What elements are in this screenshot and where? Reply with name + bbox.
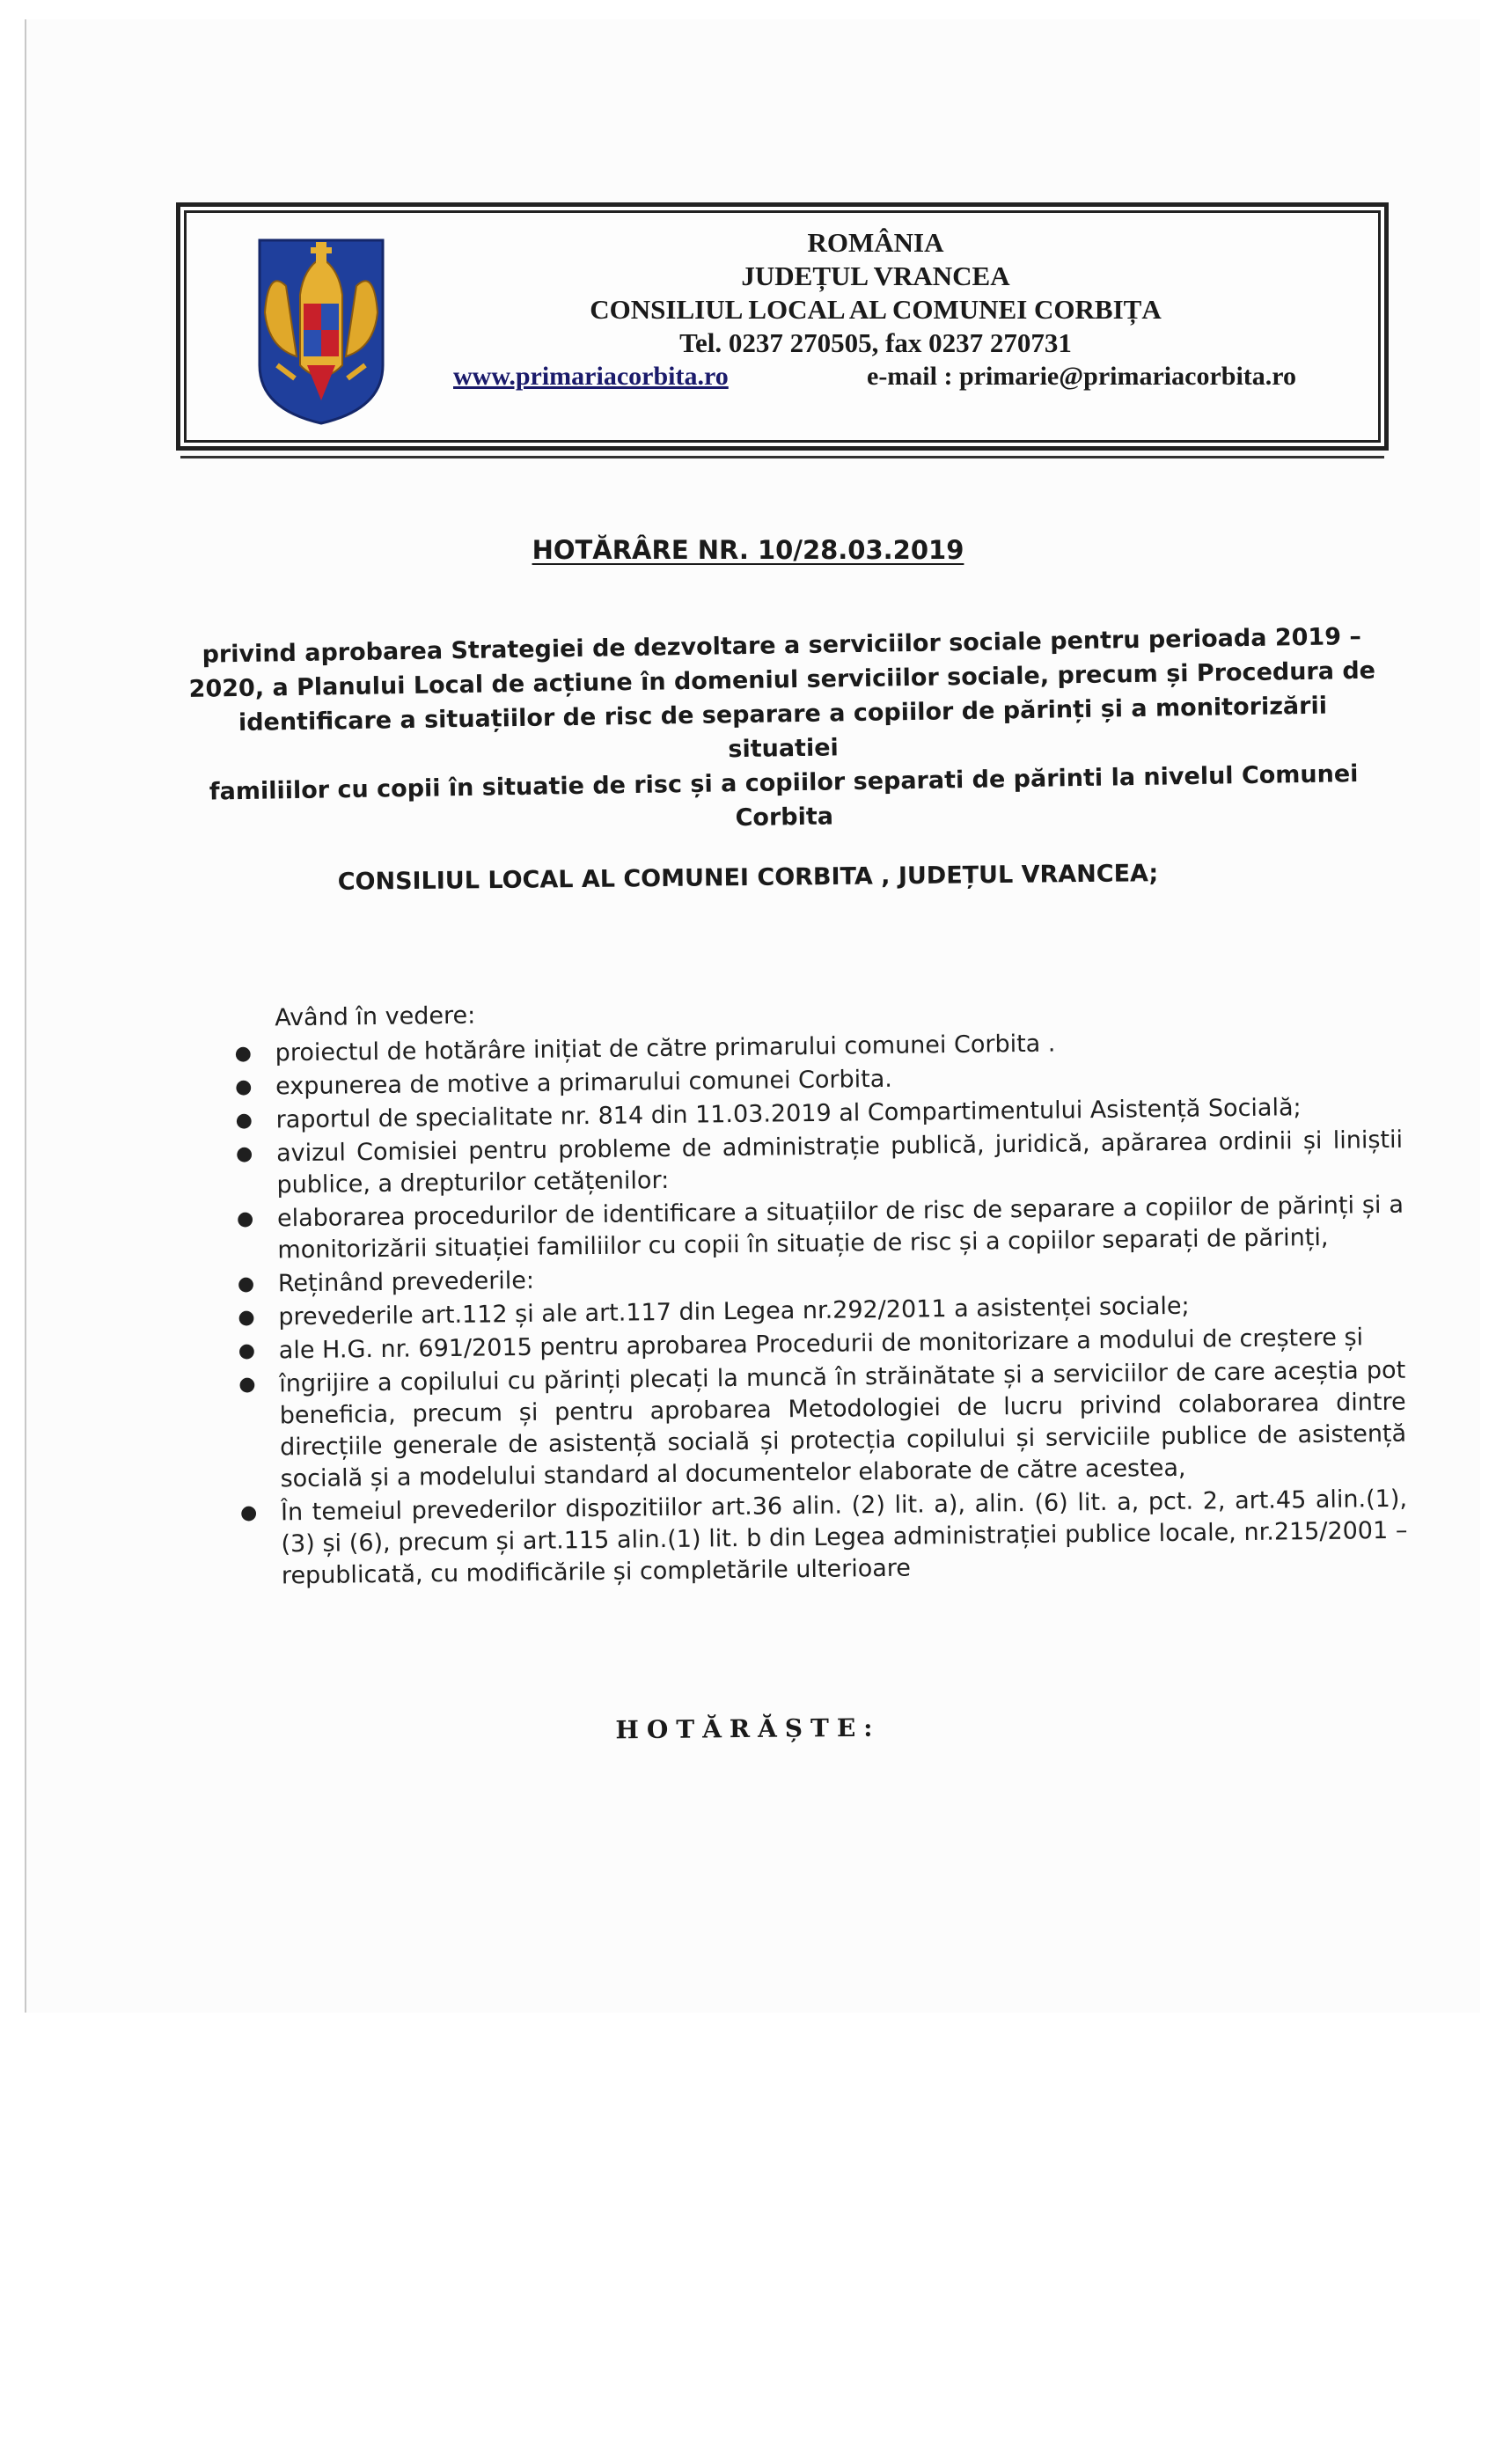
list-item: ● îngrijire a copilului cu părinți plecați la muncă în străinătate și a serviciilor de care aceștia pot beneficia, precum și pentru aprobarea Metodologiei de lucru privind colaborarea dintre direcțiile generale de asistență socială și protecția copilului și serviciile publice de asistență socială și a modelului standard al documentelor elaborate de către acestea, <box>238 1356 1407 1493</box>
country-name: ROMÂNIA <box>807 227 944 258</box>
list-item: ● prevederile art.112 și ale art.117 din Legea nr.292/2011 a asistenței sociale; <box>234 1288 1404 1334</box>
subject-line: privind aprobarea Strategiei de dezvoltare a serviciilor sociale pentru perioada 2019 – <box>202 622 1362 669</box>
email-address: e-mail : primarie@primariacorbita.ro <box>867 362 1297 391</box>
list-item: ● În temeiul prevederilor dispozitiilor art.36 alin. (2) lit. a), alin. (6) lit. a, pct. 2, art.45 alin.(1), (3) și (6), precum și art.115 alin.(1) lit. b din Legea administrației publice locale, nr.215/2001 – republicată, cu modificările și completările ulterioare <box>239 1485 1408 1590</box>
bullet-icon: ● <box>238 1373 256 1396</box>
subject-line: familiilor cu copii în situatie de risc și a copiilor separati de părinti la nivelul Comunei <box>209 760 1359 806</box>
decision-subject <box>183 620 1383 844</box>
bullet-icon: ● <box>235 1109 253 1132</box>
council-heading: CONSILIUL LOCAL AL COMUNEI CORBITA , JUDEȚUL VRANCEA; <box>337 860 1159 896</box>
subject-line: 2020, a Planului Local de acțiune în domeniul serviciilor sociale, precum și Procedura de <box>188 656 1376 703</box>
decision-title: HOTĂRÂRE NR. 10/28.03.2019 <box>532 535 964 565</box>
subject-line: Corbita <box>735 803 834 832</box>
bullet-icon: ● <box>235 1142 253 1165</box>
considerations-list <box>231 1024 1408 1593</box>
romania-coat-of-arms-icon <box>251 233 392 427</box>
phone-fax: Tel. 0237 270505, fax 0237 270731 <box>679 327 1072 358</box>
bullet-icon: ● <box>236 1207 254 1230</box>
contact-row <box>453 362 1368 397</box>
list-item: ● Reținând prevederile: <box>234 1255 1404 1301</box>
decides-heading: HOTĂRĂȘTE: <box>615 1712 881 1745</box>
list-item: ● avizul Comisiei pentru probleme de administrație publică, juridică, apărarea ordinii și liniștii publice, a drepturilor cetățenilor: <box>235 1126 1404 1199</box>
bullet-icon: ● <box>234 1042 253 1065</box>
council-name: CONSILIUL LOCAL AL COMUNEI CORBIȚA <box>590 294 1162 325</box>
bullet-icon: ● <box>239 1501 258 1524</box>
letterhead-box <box>176 202 1389 451</box>
bullet-icon: ● <box>238 1339 256 1362</box>
website-link[interactable]: www.primariacorbita.ro <box>453 362 729 391</box>
bullet-icon: ● <box>238 1306 255 1329</box>
list-item: ● proiectul de hotărâre inițiat de către primarului comunei Corbita . <box>231 1024 1401 1070</box>
letterhead-text <box>409 226 1342 360</box>
county-name: JUDEȚUL VRANCEA <box>741 260 1010 291</box>
list-item: ● ale H.G. nr. 691/2015 pentru aprobarea Procedurii de monitorizare a modului de creștere și <box>235 1322 1405 1368</box>
considerations-intro: Având în vedere: <box>275 1001 476 1032</box>
list-item: ● elaborarea procedurilor de identificare a situațiilor de risc de separare a copiilor de părinți și a monitorizării situației familiilor cu copii în situație de risc și a copiilor separați de părinți, <box>236 1191 1404 1265</box>
considerations-block <box>231 989 1408 1595</box>
list-item: ● raportul de specialitate nr. 814 din 11.03.2019 al Compartimentului Asistență Socială; <box>231 1091 1402 1137</box>
subject-line: identificare a situațiilor de risc de separare a copiilor de părinți și a monitorizării situatiei <box>238 692 1328 764</box>
bullet-icon: ● <box>235 1075 253 1098</box>
bullet-icon: ● <box>237 1272 255 1295</box>
list-item: ● expunerea de motive a primarului comunei Corbita. <box>231 1058 1402 1104</box>
header-divider <box>180 456 1384 458</box>
